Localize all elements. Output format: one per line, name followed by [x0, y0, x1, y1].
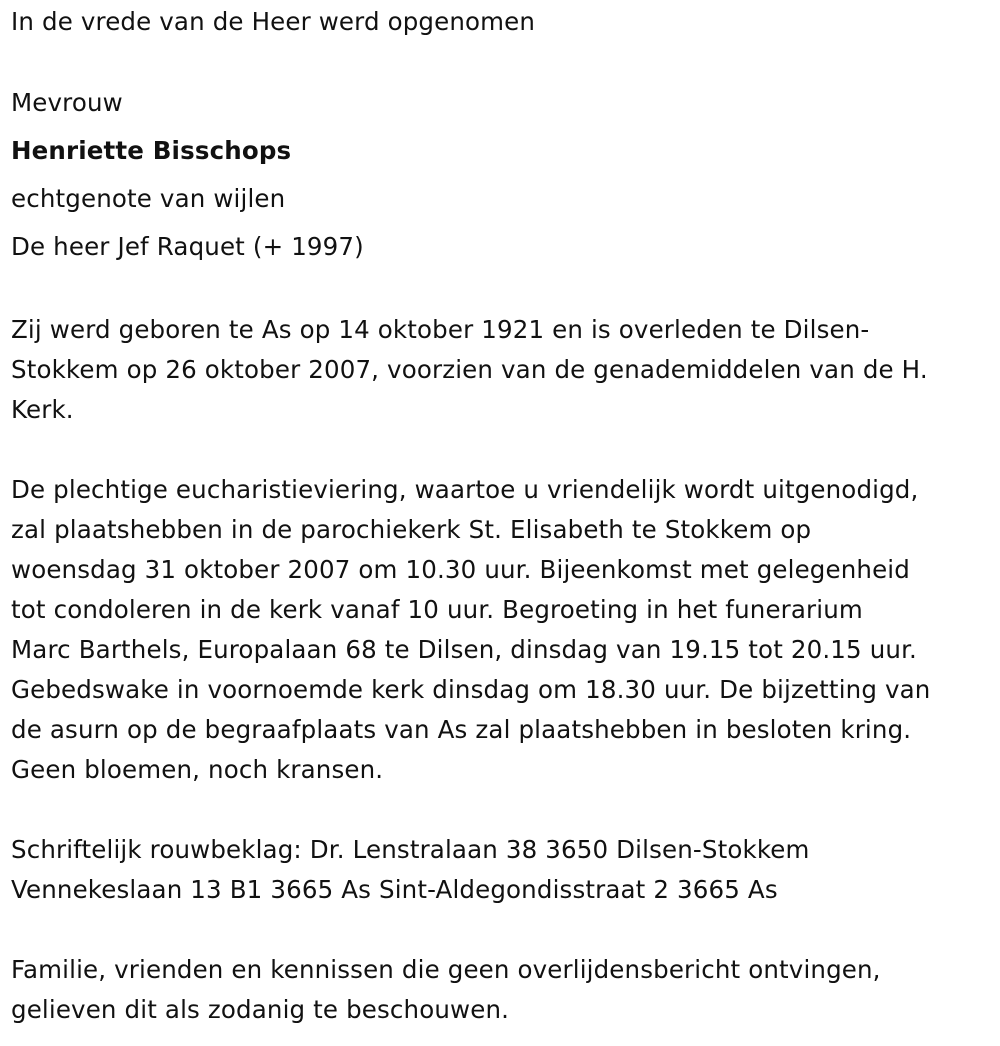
paragraph-line: gelieven dit als zodanig te beschouwen.	[11, 995, 510, 1024]
deceased-name: Henriette Bisschops	[11, 136, 292, 165]
spouse-text: De heer Jef Raquet (+ 1997)	[11, 232, 364, 261]
relation-text: echtgenote van wijlen	[11, 184, 286, 213]
closing-paragraph	[11, 950, 993, 1030]
paragraph-line: Familie, vrienden en kennissen die geen overlijdensbericht ontvingen,	[11, 955, 881, 984]
paragraph-line: Geen bloemen, noch kransen.	[11, 755, 384, 784]
birth-death-paragraph	[11, 310, 993, 430]
paragraph-line: Schriftelijk rouwbeklag: Dr. Lenstralaan 38 3650 Dilsen-Stokkem	[11, 835, 810, 864]
paragraph-line: Stokkem op 26 oktober 2007, voorzien van de genademiddelen van de H.	[11, 355, 928, 384]
paragraph-line: De plechtige eucharistieviering, waartoe u vriendelijk wordt uitgenodigd,	[11, 475, 919, 504]
paragraph-line: de asurn op de begraafplaats van As zal plaatshebben in besloten kring.	[11, 715, 912, 744]
paragraph-line: Marc Barthels, Europalaan 68 te Dilsen, dinsdag van 19.15 tot 20.15 uur.	[11, 635, 917, 664]
ceremony-paragraph	[11, 470, 993, 790]
paragraph-line: Kerk.	[11, 395, 74, 424]
paragraph-line: Gebedswake in voornoemde kerk dinsdag om 18.30 uur. De bijzetting van	[11, 675, 931, 704]
paragraph-line: tot condoleren in de kerk vanaf 10 uur. Begroeting in het funerarium	[11, 595, 863, 624]
intro-text: In de vrede van de Heer werd opgenomen	[11, 7, 536, 36]
paragraph-line: Vennekeslaan 13 B1 3665 As Sint-Aldegondisstraat 2 3665 As	[11, 875, 778, 904]
paragraph-line: woensdag 31 oktober 2007 om 10.30 uur. Bijeenkomst met gelegenheid	[11, 555, 910, 584]
paragraph-line: Zij werd geboren te As op 14 oktober 1921 en is overleden te Dilsen-	[11, 315, 870, 344]
condolences-paragraph	[11, 830, 993, 910]
honorific: Mevrouw	[11, 88, 123, 117]
paragraph-line: zal plaatshebben in de parochiekerk St. Elisabeth te Stokkem op	[11, 515, 812, 544]
